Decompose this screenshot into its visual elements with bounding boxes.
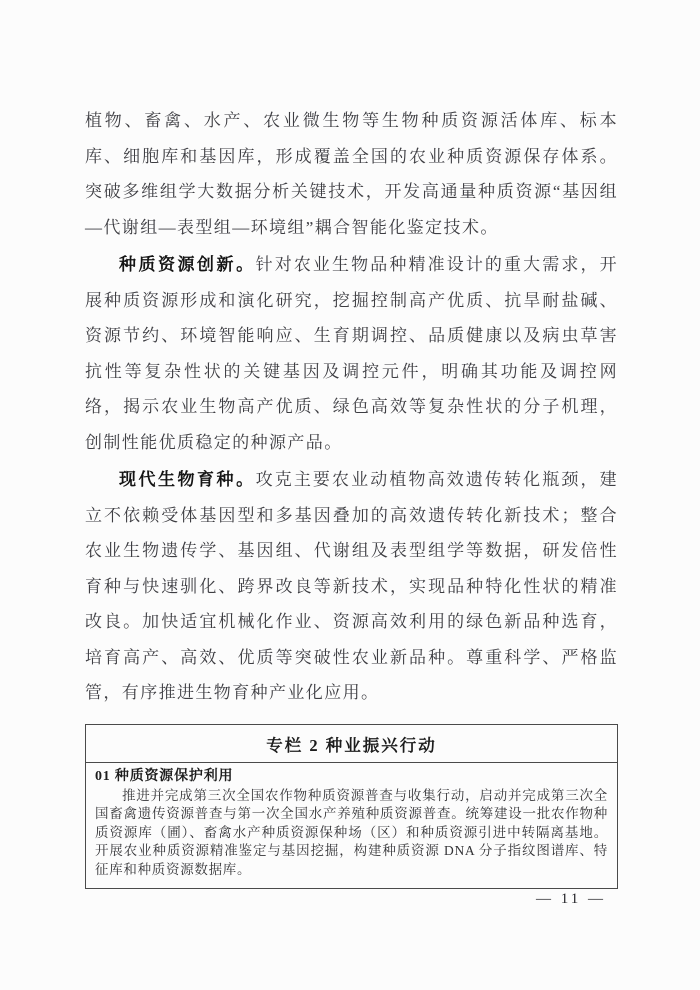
paragraph-text: 攻克主要农业动植物高效遗传转化瓶颈，建立不依赖受体基因型和多基因叠加的高效遗传转化新技术；整合农业生物遗传学、基因组、代谢组及表型组学等数据，研发倍性育种与快速驯化、跨界改良等新技术，实现品种特化性状的精准改良。加快适宜机械化作业、资源高效利用的绿色新品种选育，培育高产、高效、优质等突破性农业新品种。尊重科学、严格监管，有序推进生物育种产业化应用。: [85, 470, 618, 702]
page-number: — 11 —: [536, 891, 606, 907]
page-content: [85, 103, 618, 889]
panel-body: [86, 763, 617, 889]
paragraph-lead-heading: 现代生物育种。: [119, 470, 256, 489]
panel-item-text: 推进并完成第三次全国农作物种质资源普查与收集行动，启动并完成第三次全国畜禽遗传资源普查与第一次全国水产养殖种质资源普查。统筹建设一批农作物种质资源库（圃）、畜禽水产种质资源保种场（区）和种质资源引进中转隔离基地。开展农业种质资源精准鉴定与基因挖掘，构建种质资源 DNA 分子指纹图谱库、特征库和种质资源数据库。: [95, 787, 608, 877]
panel-title-row: [86, 725, 617, 763]
paragraph-germplasm-innovation: [85, 247, 618, 460]
panel-title: 专栏 2 种业振兴行动: [266, 735, 437, 755]
paragraph-text: 植物、畜禽、水产、农业微生物等生物种质资源活体库、标本库、细胞库和基因库，形成覆盖全国的农业种质资源保存体系。突破多维组学大数据分析关键技术，开发高通量种质资源“基因组—代谢组—表型组—环境组”耦合智能化鉴定技术。: [85, 111, 618, 237]
paragraph-lead-heading: 种质资源创新。: [119, 255, 256, 274]
panel-item-heading: 01 种质资源保护利用: [95, 768, 234, 784]
column-panel-seed-revitalization: [85, 724, 618, 890]
paragraph-text: 针对农业生物品种精准设计的重大需求，开展种质资源形成和演化研究，挖掘控制高产优质、抗旱耐盐碱、资源节约、环境智能响应、生育期调控、品质健康以及病虫草害抗性等复杂性状的关键基因及调控元件，明确其功能及调控网络，揭示农业生物高产优质、绿色高效等复杂性状的分子机理，创制性能优质稳定的种源产品。: [85, 255, 618, 452]
paragraph-modern-bio-breeding: [85, 462, 618, 711]
paragraph-germplasm-banks: [85, 103, 618, 245]
